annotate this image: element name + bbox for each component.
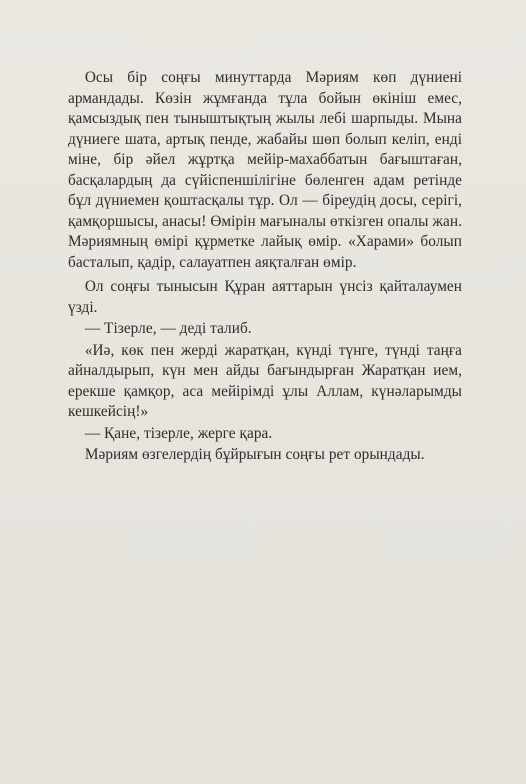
paragraph-5: — Қане, тізерле, жерге қара. bbox=[84, 424, 273, 442]
text-block bbox=[68, 68, 462, 466]
paragraph-4: «Иә, көк пен жерді жаратқан, күнді түнге, түнді таңға айналдырып, күн мен айды бағындырған Жаратқан ием, ерекше қамқор, аса мейірімді ұлы Аллам, күнәларымды кешкейсің!» bbox=[68, 341, 462, 420]
paragraph-1: Осы бір соңғы минуттарда Мәриям көп дүниені армандады. Көзін жұмғанда тұла бойын өкініш емес, қамсыздық пен тыныштықтың жылы лебі шарпыды. Мына дүниеге шата, артық пенде, жабайы шөп болып келіп, енді міне, бір әйел жұртқа мейір-махаббатын бағыштаған, басқалардың да сүйіспеншілігіне бөленген адам ретінде бұл дүниемен қоштасқалы тұр. Ол — біреудің досы, серігі, қамқоршысы, анасы! Өмірін мағыналы өткізген опалы жан. Мәриямның өмірі құрметке лайық өмір. «Харами» болып басталып, қадір, салауатпен аяқталған өмір. bbox=[68, 69, 462, 271]
paragraph-3: — Тізерле, — деді талиб. bbox=[84, 320, 252, 337]
paragraph-2: Ол соңғы тынысын Құран аяттарын үнсіз қайталаумен үзді. bbox=[68, 278, 462, 316]
paragraph-6: Мәриям өзгелердің бұйрығын соңғы рет орындады. bbox=[84, 446, 425, 463]
